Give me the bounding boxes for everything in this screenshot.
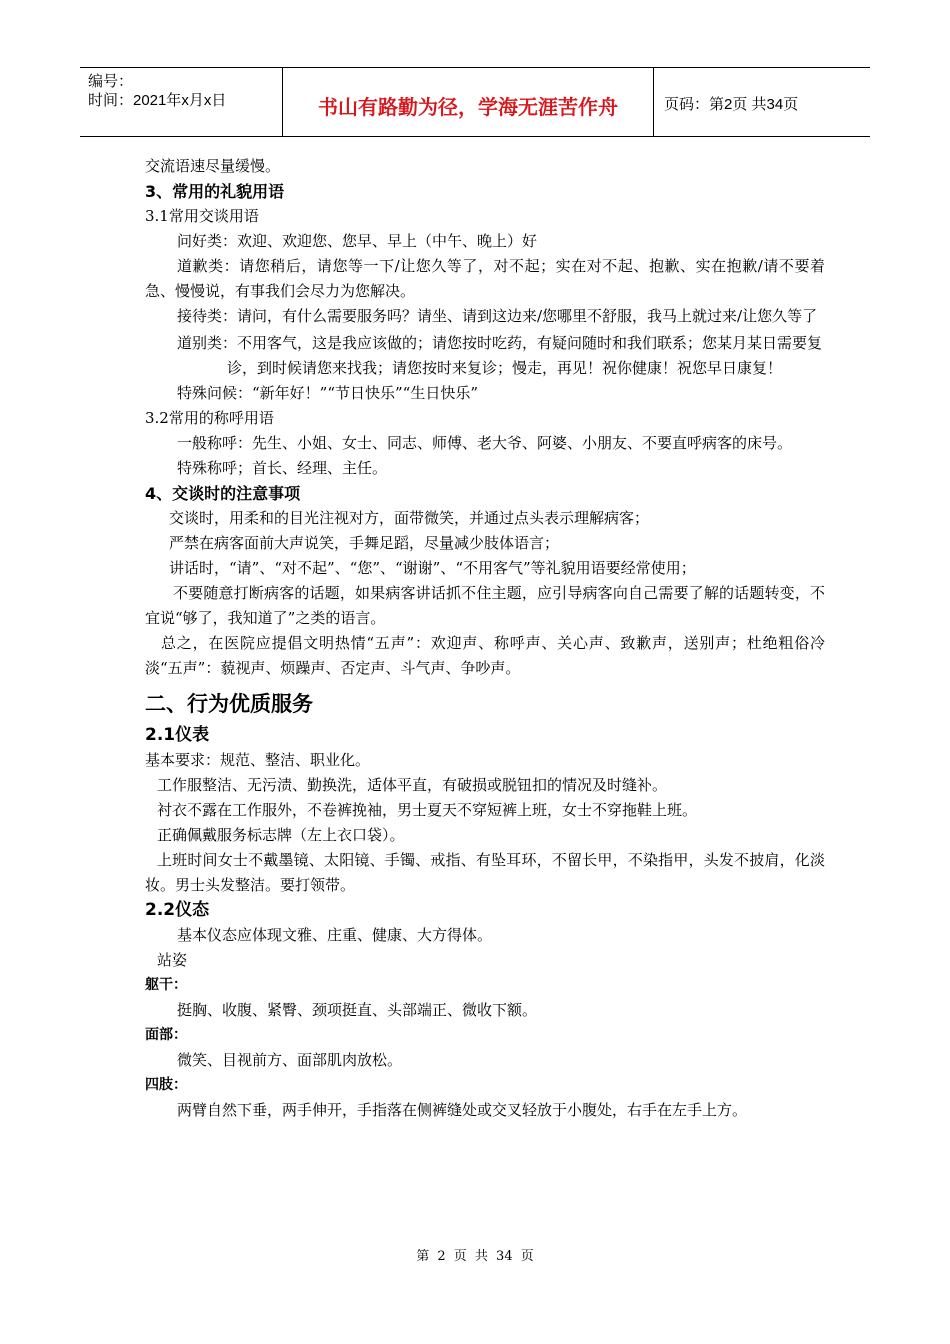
paragraph-face: 微笑、目视前方、面部肌肉放松。: [177, 1051, 403, 1069]
heading-section-2: 二、行为优质服务: [145, 692, 313, 716]
paragraph-basic-deportment: 基本仪态应体现文雅、庄重、健康、大方得体。: [177, 926, 493, 944]
heading-talk-notes: 4、交谈时的注意事项: [145, 484, 301, 503]
paragraph-apology: 道歉类：请您稍后，请您等一下/让您久等了，对不起；实在对不起、抱歉、实在抱歉/请不要着急、慢慢说，有事我们会尽力为您解决。: [145, 257, 825, 300]
label-trunk: 躯干：: [145, 977, 187, 993]
subheading-talk-terms: 3.1常用交谈用语: [145, 207, 259, 225]
paragraph-greeting: 问好类：欢迎、欢迎您、您早、早上（中午、晚上）好: [177, 232, 538, 250]
subheading-deportment: 2.2仪态: [145, 900, 210, 920]
document-body: [145, 154, 825, 1123]
paragraph-standing: 站姿: [157, 951, 188, 969]
header-meta: [80, 68, 283, 136]
paragraph-general-address: 一般称呼：先生、小姐、女士、同志、师傅、老大爷、阿婆、小朋友、不要直呼病客的床号。: [177, 434, 793, 452]
paragraph-trunk: 挺胸、收腹、紧臀、颈项挺直、头部端正、微收下额。: [177, 1001, 538, 1019]
subheading-appearance: 2.1仪表: [145, 725, 210, 745]
header-page-info: 页码：第2页 共34页: [664, 95, 799, 113]
paragraph-reception: 接待类：请问，有什么需要服务吗？请坐、请到这边来/您哪里不舒服，我马上就过来/让您久等了: [177, 307, 818, 325]
label-limbs: 四肢：: [145, 1077, 187, 1093]
paragraph-uniform-2: 衬衣不露在工作服外，不卷裤挽袖，男士夏天不穿短裤上班，女士不穿拖鞋上班。: [157, 801, 698, 819]
paragraph-uniform-1: 工作服整洁、无污渍、勤换洗，适体平直，有破损或脱钮扣的情况及时缝补。: [157, 776, 668, 794]
heading-courtesy-terms: 3、常用的礼貌用语: [145, 182, 285, 201]
subheading-address-terms: 3.2常用的称呼用语: [145, 409, 274, 427]
page-footer: 第 2 页 共 34 页: [416, 1249, 534, 1264]
page-header: [80, 67, 870, 137]
paragraph: 交流语速尽量缓慢。: [145, 157, 281, 175]
header-date: 时间：2021年x月x日: [88, 92, 227, 109]
paragraph-basic-requirement: 基本要求：规范、整洁、职业化。: [145, 751, 371, 769]
paragraph-special-address: 特殊称呼；首长、经理、主任。: [177, 459, 388, 477]
paragraph-uniform-4: 上班时间女士不戴墨镜、太阳镜、手镯、戒指、有坠耳环，不留长甲，不染指甲，头发不披肩，化淡妆。男士头发整洁。要打领带。: [145, 851, 825, 894]
paragraph-limbs: 两臂自然下垂，两手伸开，手指落在侧裤缝处或交叉轻放于小腹处，右手在左手上方。: [177, 1101, 748, 1119]
paragraph-summary: 总之，在医院应提倡文明热情“五声”：欢迎声、称呼声、关心声、致歉声，送别声；杜绝粗俗冷淡“五声”：藐视声、烦躁声、否定声、斗气声、争吵声。: [145, 634, 825, 677]
paragraph-note-1: 交谈时，用柔和的目光注视对方，面带微笑，并通过点头表示理解病客；: [169, 509, 650, 527]
header-motto: 书山有路勤为径，学海无涯苦作舟: [283, 68, 654, 136]
paragraph-note-4: 不要随意打断病客的话题，如果病客讲话抓不住主题，应引导病客向自己需要了解的话题转变，不宜说“够了，我知道了”之类的语言。: [145, 584, 825, 627]
paragraph-note-2: 严禁在病客面前大声说笑，手舞足蹈，尽量减少肢体语言；: [169, 534, 560, 552]
paragraph-note-3: 讲话时，“请”、“对不起”、“您”、“谢谢”、“不用客气”等礼貌用语要经常使用；: [169, 559, 696, 577]
paragraph-farewell: 道别类：不用客气，这是我应该做的；请您按时吃药，有疑问随时和我们联系；您某月某日需要复诊，到时候请您来找我；请您按时来复诊；慢走，再见！祝你健康！祝您早日康复！: [177, 334, 823, 377]
label-face: 面部：: [145, 1027, 187, 1043]
header-number: 编号：: [88, 73, 134, 90]
paragraph-uniform-3: 正确佩戴服务标志牌（左上衣口袋）。: [157, 826, 405, 844]
paragraph-special-greeting: 特殊问候：“新年好！”“节日快乐”“生日快乐”: [177, 384, 479, 402]
